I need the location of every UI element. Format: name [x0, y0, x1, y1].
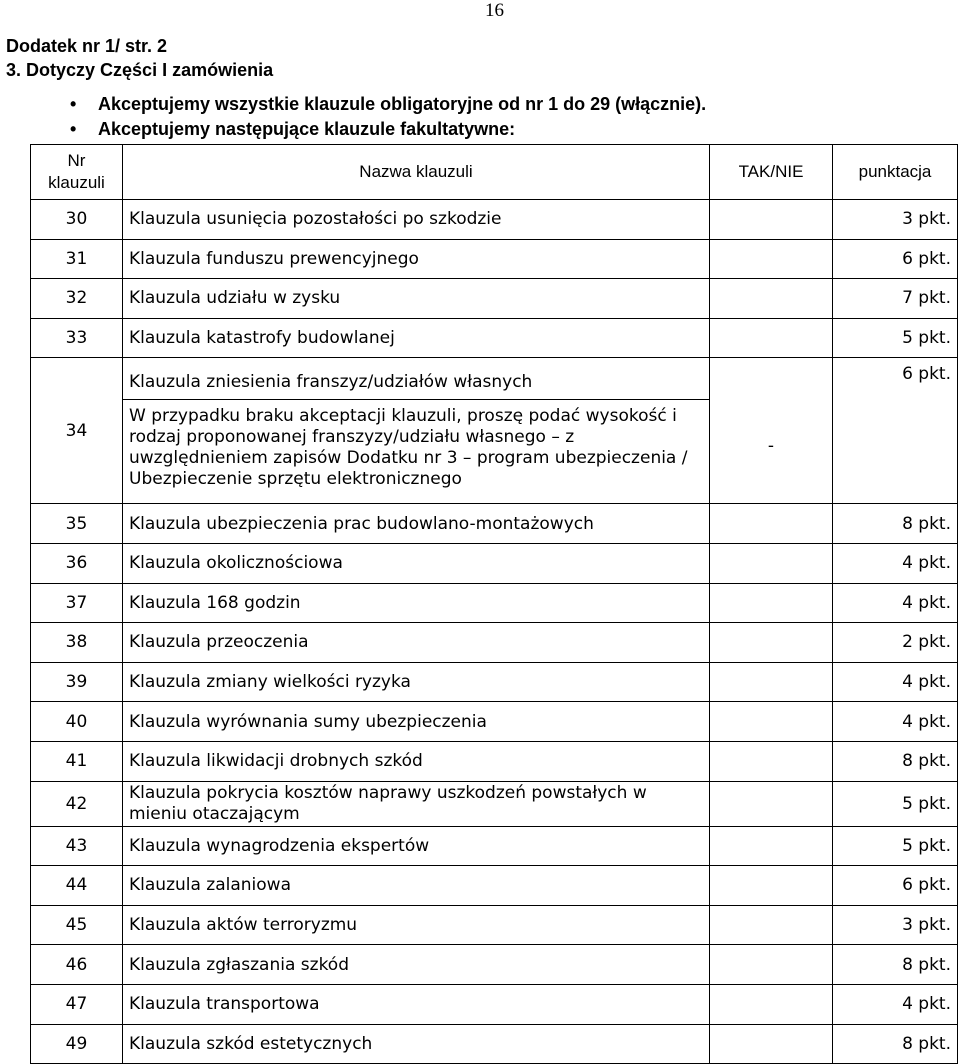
table-row [31, 984, 958, 1024]
tak-nie-cell [710, 318, 833, 358]
clause-name: Klauzula funduszu prewencyjnego [123, 239, 710, 279]
tak-nie-cell [710, 905, 833, 945]
clause-number: 30 [31, 200, 123, 240]
clause-name: Klauzula pokrycia kosztów naprawy uszkodzeń powstałych w mieniu otaczającym [123, 781, 710, 826]
points-cell: 6 pkt. [833, 239, 958, 279]
points-cell: 3 pkt. [833, 905, 958, 945]
clause-number: 46 [31, 945, 123, 985]
points-cell: 5 pkt. [833, 781, 958, 826]
table-row [31, 504, 958, 544]
clause-name: Klauzula zmiany wielkości ryzyka [123, 662, 710, 702]
clause-name-note: W przypadku braku akceptacji klauzuli, proszę podać wysokość i rodzaj proponowanej franszyzy/udziału własnego – z uwzględnieniem zapisów Dodatku nr 3 – program ubezpieczenia / Ubezpieczenie sprzętu elektronicznego [129, 405, 688, 489]
section-title: 3. Dotyczy Części I zamówienia [6, 60, 274, 80]
clause-number: 43 [31, 826, 123, 866]
clause-name [123, 358, 710, 504]
clause-name: Klauzula 168 godzin [123, 583, 710, 623]
points-cell: 8 pkt. [833, 504, 958, 544]
header-tak-nie: TAK/NIE [710, 145, 833, 200]
tak-nie-cell [710, 984, 833, 1024]
clause-name: Klauzula udziału w zysku [123, 279, 710, 319]
table-row [31, 905, 958, 945]
clause-number: 45 [31, 905, 123, 945]
table-row [31, 741, 958, 781]
document-annex-title: Dodatek nr 1/ str. 2 [6, 36, 168, 56]
clause-name: Klauzula aktów terroryzmu [123, 905, 710, 945]
table-row [31, 662, 958, 702]
header-points: punktacja [833, 145, 958, 200]
clauses-table [30, 144, 958, 1064]
tak-nie-cell [710, 200, 833, 240]
points-cell: 4 pkt. [833, 583, 958, 623]
table-row [31, 583, 958, 623]
clause-name: Klauzula przeoczenia [123, 623, 710, 663]
points-cell: 5 pkt. [833, 318, 958, 358]
table-row [31, 945, 958, 985]
clause-name: Klauzula transportowa [123, 984, 710, 1024]
tak-nie-cell [710, 583, 833, 623]
clause-number: 31 [31, 239, 123, 279]
clause-name: Klauzula zalaniowa [123, 866, 710, 906]
table-row [31, 826, 958, 866]
table-row [31, 543, 958, 583]
tak-nie-cell [710, 866, 833, 906]
points-cell: 8 pkt. [833, 1024, 958, 1064]
bullet-item: • Akceptujemy następujące klauzule fakultatywne: [70, 117, 706, 142]
tak-nie-cell [710, 504, 833, 544]
table-row [31, 200, 958, 240]
points-cell: 6 pkt. [833, 358, 958, 504]
clause-name: Klauzula ubezpieczenia prac budowlano-montażowych [123, 504, 710, 544]
table-row [31, 866, 958, 906]
clause-name: Klauzula wyrównania sumy ubezpieczenia [123, 702, 710, 742]
clause-name: Klauzula zgłaszania szkód [123, 945, 710, 985]
clause-number: 40 [31, 702, 123, 742]
clause-name: Klauzula likwidacji drobnych szkód [123, 741, 710, 781]
tak-nie-cell [710, 945, 833, 985]
clause-name: Klauzula katastrofy budowlanej [123, 318, 710, 358]
points-cell: 4 pkt. [833, 543, 958, 583]
clause-number: 47 [31, 984, 123, 1024]
tak-nie-cell: - [710, 358, 833, 504]
points-cell: 4 pkt. [833, 662, 958, 702]
clause-name: Klauzula wynagrodzenia ekspertów [123, 826, 710, 866]
points-cell: 8 pkt. [833, 741, 958, 781]
clause-number: 35 [31, 504, 123, 544]
tak-nie-cell [710, 1024, 833, 1064]
clause-name-main: Klauzula zniesienia franszyz/udziałów własnych [123, 368, 709, 400]
tak-nie-cell [710, 279, 833, 319]
points-cell: 7 pkt. [833, 279, 958, 319]
clause-number: 37 [31, 583, 123, 623]
table-header-row [31, 145, 958, 200]
points-cell: 5 pkt. [833, 826, 958, 866]
tak-nie-cell [710, 741, 833, 781]
clause-number: 32 [31, 279, 123, 319]
points-cell: 4 pkt. [833, 702, 958, 742]
points-cell: 8 pkt. [833, 945, 958, 985]
clause-number: 44 [31, 866, 123, 906]
points-cell: 2 pkt. [833, 623, 958, 663]
table-row [31, 279, 958, 319]
points-cell: 3 pkt. [833, 200, 958, 240]
table-row [31, 702, 958, 742]
table-row [31, 318, 958, 358]
header-name: Nazwa klauzuli [123, 145, 710, 200]
bullet-item: • Akceptujemy wszystkie klauzule obligatoryjne od nr 1 do 29 (włącznie). [70, 92, 706, 117]
points-cell: 4 pkt. [833, 984, 958, 1024]
clause-number: 41 [31, 741, 123, 781]
points-cell: 6 pkt. [833, 866, 958, 906]
tak-nie-cell [710, 662, 833, 702]
clause-number: 33 [31, 318, 123, 358]
clause-number: 36 [31, 543, 123, 583]
table-row [31, 623, 958, 663]
clause-number: 42 [31, 781, 123, 826]
table-row [31, 781, 958, 826]
tak-nie-cell [710, 826, 833, 866]
bullet-list [70, 92, 706, 142]
clause-number: 39 [31, 662, 123, 702]
tak-nie-cell [710, 543, 833, 583]
tak-nie-cell [710, 239, 833, 279]
clause-number: 38 [31, 623, 123, 663]
table-row [31, 358, 958, 504]
header-nr: Nr klauzuli [31, 145, 123, 200]
table-body [31, 200, 958, 1064]
table-row [31, 1024, 958, 1064]
tak-nie-cell [710, 781, 833, 826]
page-number: 16 [485, 0, 504, 21]
table-row [31, 239, 958, 279]
clause-name: Klauzula okolicznościowa [123, 543, 710, 583]
clause-number: 34 [31, 358, 123, 504]
clause-number: 49 [31, 1024, 123, 1064]
clause-name: Klauzula usunięcia pozostałości po szkodzie [123, 200, 710, 240]
clause-name: Klauzula szkód estetycznych [123, 1024, 710, 1064]
tak-nie-cell [710, 623, 833, 663]
tak-nie-cell [710, 702, 833, 742]
